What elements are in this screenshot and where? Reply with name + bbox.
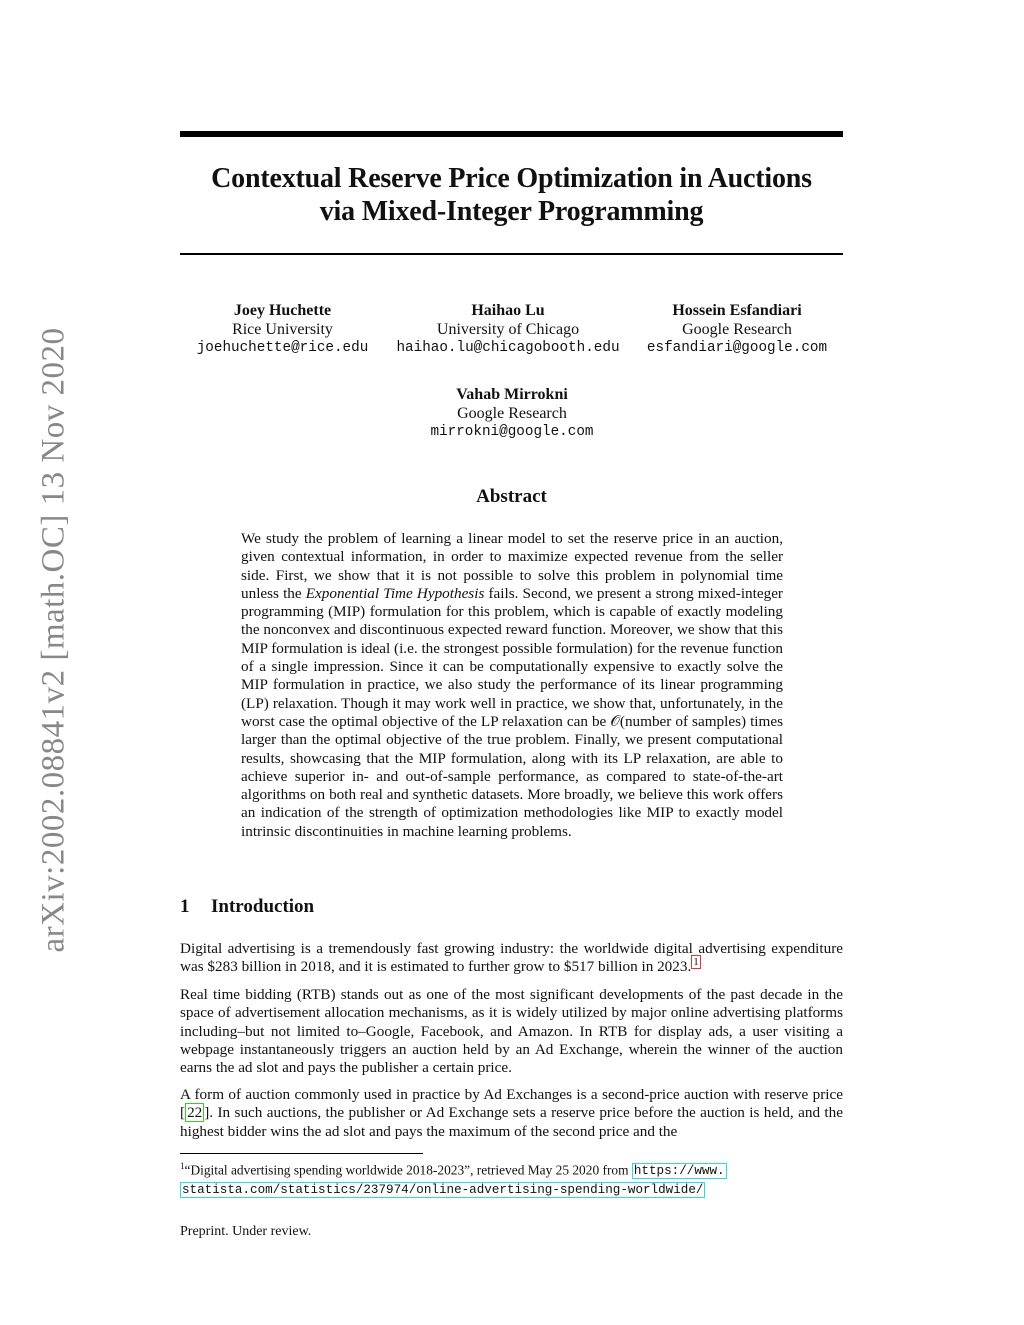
footnote <box>180 1158 843 1199</box>
author-email: haihao.lu@chicagobooth.edu <box>396 340 620 356</box>
author-affiliation: Rice University <box>232 321 333 338</box>
author-name: Joey Huchette <box>233 302 332 319</box>
title-top-rule <box>180 131 843 137</box>
footnote-text: “Digital advertising spending worldwide 2018-2023”, retrieved May 25 2020 from <box>184 1162 632 1178</box>
footnote-url-link[interactable]: https://www. <box>633 1164 725 1179</box>
footnote-mark: 1 <box>180 1161 185 1171</box>
author-email: esfandiari@google.com <box>646 340 828 356</box>
abstract-part: fails. Second, we present a strong mixed-integer programming (MIP) formulation for this problem, which is capable of exactly modeling the nonconvex and discontinuous expected reward function. Moreover, we show that this MIP formulation is ideal (i.e. the strongest possible formulation) for the revenue function of a single impression. Since it can be computationally expensive to exactly solve the MIP formulation in practice, we also study the performance of its linear programming (LP) relaxation. Though it may work well in practice, we show that, unfortunately, in the worst case the optimal objective of the LP relaxation can be <box>241 584 783 730</box>
paragraph-text: Digital advertising is a tremendously fast growing industry: the worldwide digital advertising expenditure was $283 billion in 2018, and it is estimated to further grow to $517 billion in 2023. <box>180 940 843 976</box>
paragraph <box>180 1086 843 1141</box>
author-block <box>180 301 385 358</box>
author-affiliation: Google Research <box>682 321 792 338</box>
footnote-rule <box>180 1153 423 1154</box>
author-affiliation: University of Chicago <box>436 321 580 338</box>
citation-link[interactable]: 22 <box>187 1104 203 1122</box>
section-heading <box>180 896 314 918</box>
title-line-2: via Mixed-Integer Programming <box>319 196 704 227</box>
preprint-notice: Preprint. Under review. <box>180 1224 312 1239</box>
abstract-text <box>241 530 783 841</box>
paragraph <box>180 940 843 977</box>
section-title: Introduction <box>211 896 315 917</box>
title-bottom-rule <box>180 253 843 255</box>
paper-title <box>180 162 843 228</box>
author-affiliation: Google Research <box>457 405 567 422</box>
title-line-1: Contextual Reserve Price Optimization in Auctions <box>211 163 812 194</box>
footnote-url-link[interactable]: statista.com/statistics/237974/online-advertising-spending-worldwide/ <box>182 1183 704 1198</box>
paragraph <box>180 986 843 1077</box>
author-name: Hossein Esfandiari <box>672 302 802 319</box>
abstract-math: 𝒪(number of samples) <box>610 712 747 730</box>
author-name: Vahab Mirrokni <box>456 386 568 403</box>
abstract-emphasis: Exponential Time Hypothesis <box>305 584 485 602</box>
abstract-part: We study the problem of learning a linear model to set the reserve price in an auction, given contextual information, in order to maximize expected revenue from the seller side. First, we show that it is not possible to solve this problem in polynomial time unless the <box>241 530 783 602</box>
author-block <box>392 385 632 442</box>
section-number: 1 <box>180 896 190 917</box>
author-name: Haihao Lu <box>471 302 545 319</box>
paragraph-text: ]. In such auctions, the publisher or Ad Exchange sets a reserve price before the auction is held, and the highest bidder wins the ad slot and pays the maximum of the second price and the <box>180 1104 843 1140</box>
footnote-ref-link[interactable]: 1 <box>693 956 699 969</box>
paragraph-text: A form of auction commonly used in practice by Ad Exchanges is a second-price auction with reserve price [ <box>180 1086 843 1122</box>
author-block <box>636 301 838 358</box>
arxiv-identifier: arXiv:2002.08841v2 [math.OC] 13 Nov 2020 <box>35 327 72 953</box>
author-block <box>388 301 628 358</box>
author-email: mirrokni@google.com <box>430 424 594 440</box>
abstract-part: times larger than the optimal objective of the true problem. Finally, we present computational results, showcasing that the MIP formulation, along with its LP relaxation, are able to achieve superior in- and out-of-sample performance, as compared to state-of-the-art algorithms on both real and synthetic datasets. More broadly, we believe this work offers an indication of the strength of optimization methodologies like MIP to exactly model intrinsic discontinuities in machine learning problems. <box>241 712 783 840</box>
abstract-heading: Abstract <box>476 486 547 507</box>
author-email: joehuchette@rice.edu <box>196 340 369 356</box>
paragraph-text: Real time bidding (RTB) stands out as one of the most significant developments of the past decade in the space of advertisement allocation mechanisms, as it is widely utilized by major online advertising platforms including–but not limited to–Google, Facebook, and Amazon. In RTB for display ads, a user visiting a webpage instantaneously triggers an auction held by an Ad Exchange, wherein the winner of the auction earns the ad slot and pays the publisher a certain price. <box>180 986 843 1077</box>
